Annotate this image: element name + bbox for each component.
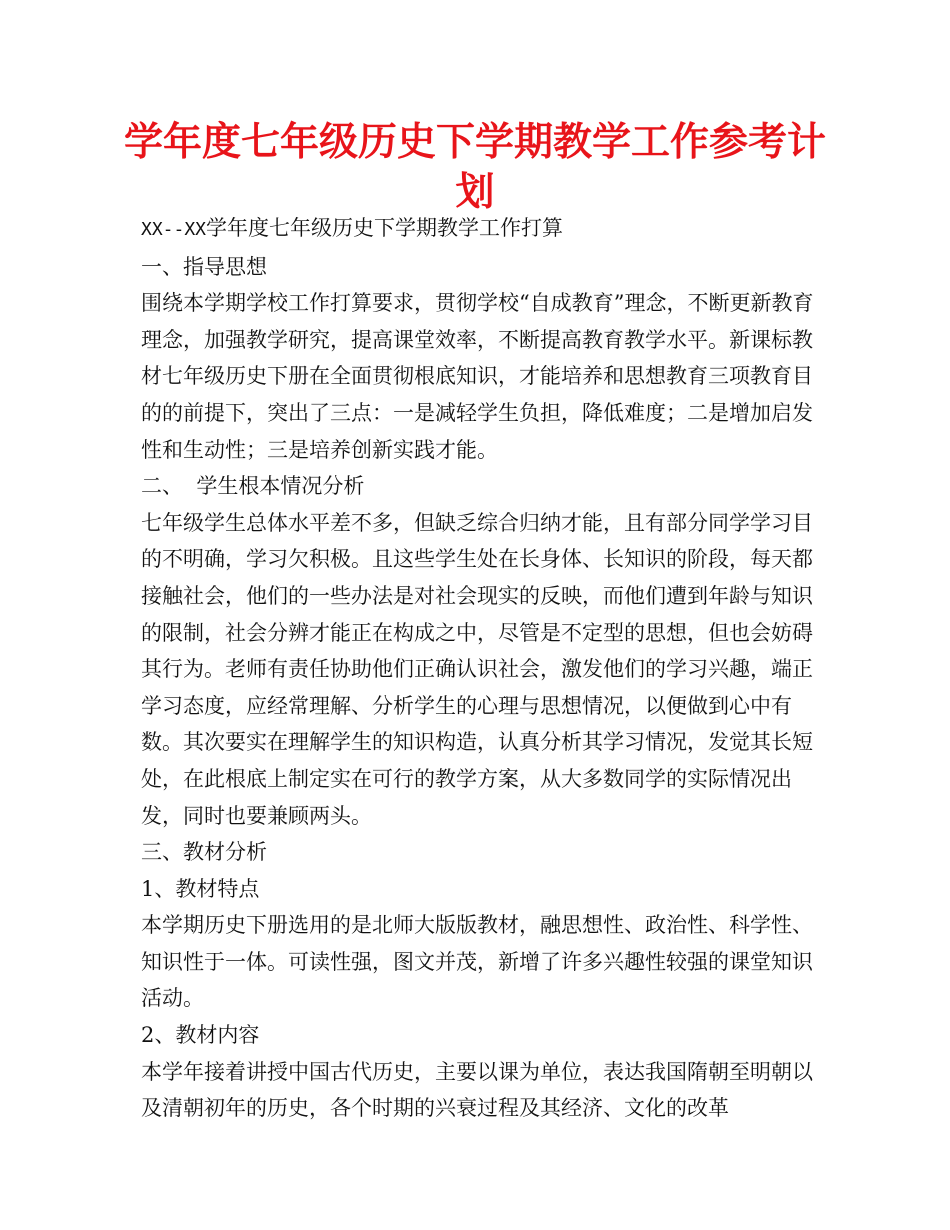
section-heading-student-analysis: 二、 学生根本情况分析 bbox=[141, 474, 365, 499]
year-prefix: XX--XX bbox=[141, 219, 207, 240]
subtitle-text: 学年度七年级历史下学期教学工作打算 bbox=[206, 216, 564, 240]
subheading-textbook-features: 1、教材特点 bbox=[141, 876, 260, 901]
paragraph-guiding-thought: 围绕本学期学校工作打算要求，贯彻学校“自成教育”理念，不断更新教育理念，加强教学研究，提高课堂效率，不断提高教育教学水平。新课标教材七年级历史下册在全面贯彻根底知识，才能培养和思想教育三项教育目的的前提下，突出了三点：一是减轻学生负担，降低难度；二是增加启发性和生动性；三是培养创新实践才能。 bbox=[141, 291, 814, 462]
subtitle-line bbox=[141, 210, 821, 249]
section-heading-guiding-thought: 一、指导思想 bbox=[141, 254, 267, 279]
document-title: 学年度七年级历史下学期教学工作参考计划 bbox=[123, 120, 826, 215]
paragraph-textbook-content: 本学年接着讲授中国古代历史，主要以课为单位，表达我国隋朝至明朝以及清朝初年的历史，各个时期的兴衰过程及其经济、文化的改革 bbox=[141, 1059, 813, 1121]
subheading-textbook-content: 2、教材内容 bbox=[141, 1023, 260, 1048]
paragraph-student-analysis: 七年级学生总体水平差不多，但缺乏综合归纳才能，且有部分同学学习目的不明确，学习欠积极。且这些学生处在长身体、长知识的阶段，每天都接触社会，他们的一些办法是对社会现实的反映，而他们遭到年龄与知识的限制，社会分辨才能正在构成之中，尽管是不定型的思想，但也会妨碍其行为。老师有责任协助他们正确认识社会，激发他们的学习兴趣，端正学习态度，应经常理解、分析学生的心理与思想情况，以便做到心中有数。其次要实在理解学生的知识构造，认真分析其学习情况，发觉其长短处，在此根底上制定实在可行的教学方案，从大多数同学的实际情况出发，同时也要兼顾两头。 bbox=[141, 510, 813, 828]
document-body bbox=[141, 210, 821, 1127]
paragraph-textbook-features: 本学期历史下册选用的是北师大版版教材，融思想性、政治性、科学性、知识性于一体。可读性强，图文并茂，新增了许多兴趣性较强的课堂知识活动。 bbox=[141, 913, 813, 1011]
section-heading-textbook-analysis: 三、教材分析 bbox=[141, 840, 267, 865]
